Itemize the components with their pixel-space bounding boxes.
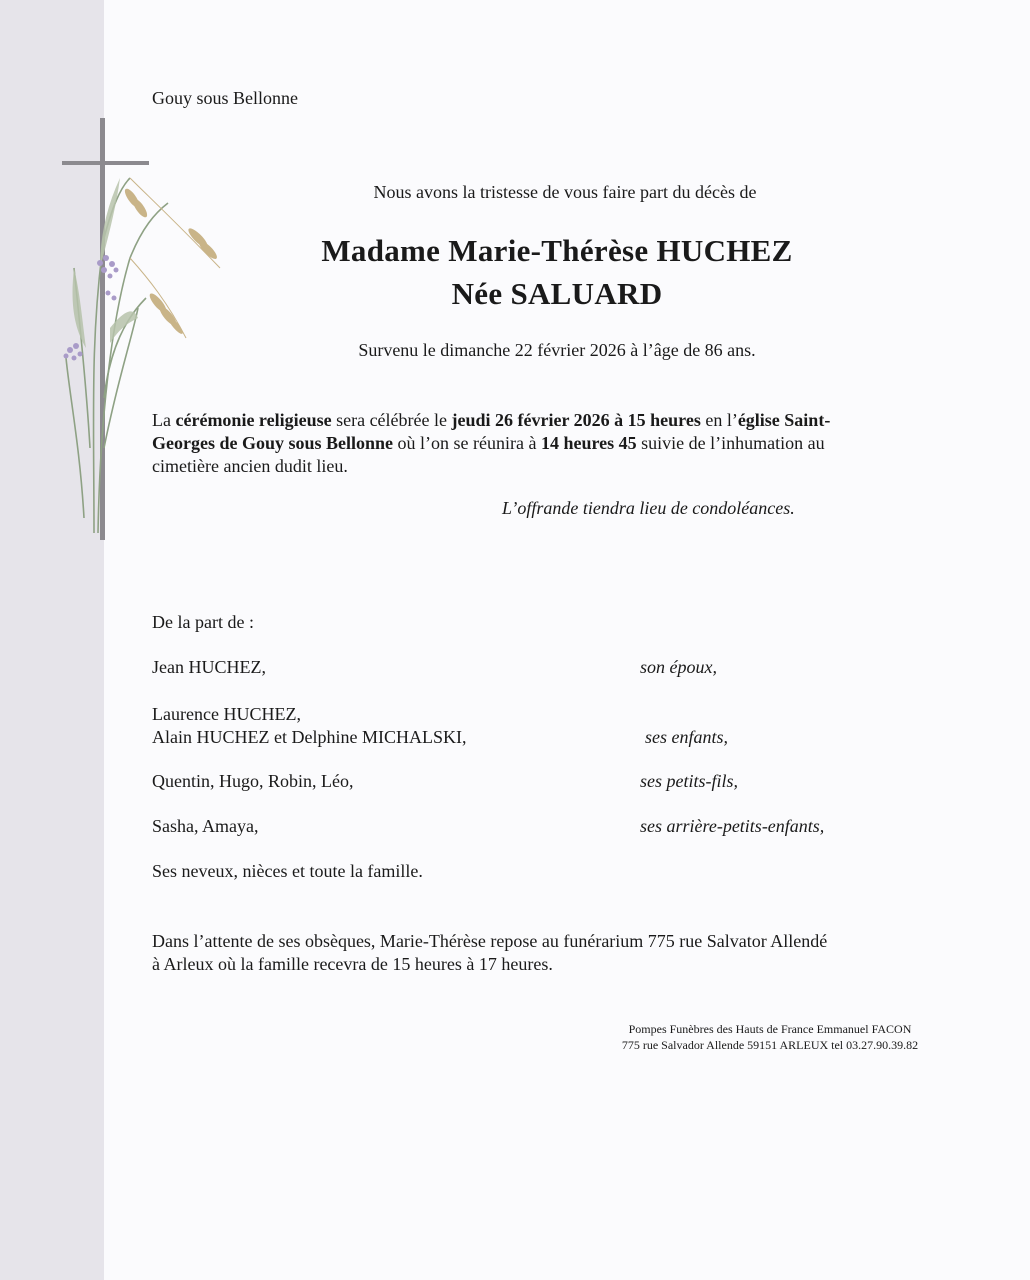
announcement-intro: Nous avons la tristesse de vous faire part du décès de — [373, 182, 757, 202]
family-relation: ses arrière-petits-enfants, — [640, 816, 825, 836]
maiden-name: Née SALUARD — [451, 276, 663, 311]
funeral-home-name: Pompes Funèbres des Hauts de France Emmanuel FACON — [628, 1022, 912, 1036]
ceremony-line-3: cimetière ancien dudit lieu. — [152, 456, 348, 476]
death-date: Survenu le dimanche 22 février 2026 à l’âge de 86 ans. — [358, 340, 756, 360]
family-relation: son époux, — [640, 657, 717, 677]
visitation-notice — [152, 930, 912, 976]
family-name: Sasha, Amaya, — [152, 816, 259, 836]
family-name: Quentin, Hugo, Robin, Léo, — [152, 771, 354, 791]
offering-note: L’offrande tiendra lieu de condoléances. — [502, 498, 795, 518]
ceremony-paragraph — [152, 409, 902, 478]
funeral-home-address: 775 rue Salvador Allende 59151 ARLEUX tel 03.27.90.39.82 — [621, 1038, 919, 1052]
notice-line-2: à Arleux où la famille recevra de 15 heures à 17 heures. — [152, 954, 553, 974]
deceased-name: Madame Marie-Thérèse HUCHEZ — [321, 233, 793, 268]
location-header: Gouy sous Bellonne — [152, 88, 298, 108]
family-name: Ses neveux, nièces et toute la famille. — [152, 861, 423, 881]
notice-line-1: Dans l’attente de ses obsèques, Marie-Thérèse repose au funérarium 775 rue Salvator Allendé — [152, 931, 828, 951]
ceremony-line-1: La cérémonie religieuse sera célébrée le jeudi 26 février 2026 à 15 heures en l’église Saint- — [152, 410, 831, 430]
from-label: De la part de : — [152, 612, 254, 632]
family-relation: ses enfants, — [645, 727, 728, 747]
family-name: Laurence HUCHEZ, — [152, 704, 301, 724]
family-name: Jean HUCHEZ, — [152, 657, 266, 677]
family-name: Alain HUCHEZ et Delphine MICHALSKI, — [152, 727, 467, 747]
family-relation: ses petits-fils, — [640, 771, 738, 791]
ceremony-line-2: Georges de Gouy sous Bellonne où l’on se réunira à 14 heures 45 suivie de l’inhumation au — [152, 433, 825, 453]
funeral-home-footer — [560, 1021, 980, 1053]
